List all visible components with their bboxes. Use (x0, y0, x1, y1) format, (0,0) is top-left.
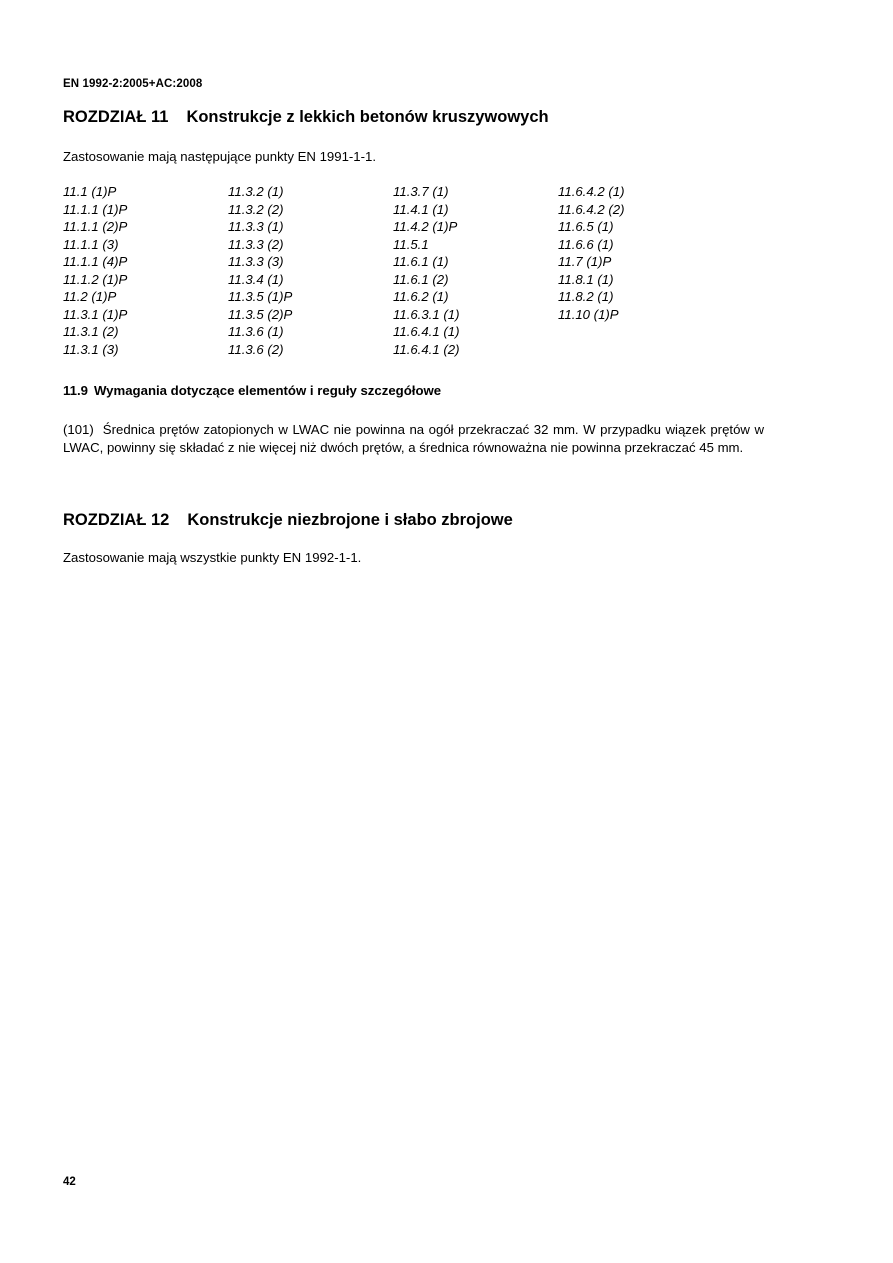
clause-ref: 11.6.6 (1) (558, 236, 614, 252)
paragraph-101 (63, 421, 764, 456)
clause-ref: 11.6.1 (1) (393, 254, 449, 269)
clause-ref: 11.1.1 (4)P (63, 254, 128, 269)
clause-ref: 11.1.2 (1)P (63, 271, 128, 287)
clause-ref: 11.3.2 (1) (228, 184, 284, 199)
clause-ref: 11.3.1 (1)P (63, 306, 128, 322)
clause-ref: 11.4.2 (1)P (393, 219, 458, 234)
clause-column-2 (228, 183, 388, 358)
clause-ref: 11.6.4.1 (1) (393, 324, 460, 339)
clause-ref: 11.3.5 (1)P (228, 289, 293, 304)
clause-ref: 11.6.3.1 (1) (393, 306, 460, 322)
clause-ref: 11.2 (1)P (63, 289, 117, 304)
chapter-11-intro: Zastosowanie mają następujące punkty EN 1991-1-1. (63, 149, 377, 164)
chapter-12-intro: Zastosowanie mają wszystkie punkty EN 1992-1-1. (63, 550, 362, 565)
clause-ref: 11.6.4.2 (1) (558, 184, 625, 199)
clause-ref: 11.3.7 (1) (393, 184, 449, 199)
clause-ref: 11.10 (1)P (558, 306, 619, 322)
clause-ref: 11.3.4 (1) (228, 271, 284, 287)
clause-ref: 11.3.6 (1) (228, 324, 284, 339)
clause-ref: 11.1.1 (1)P (63, 201, 128, 217)
section-number: 11.9 (63, 383, 88, 398)
clause-ref: 11.3.3 (2) (228, 236, 284, 252)
clause-ref: 11.3.1 (2) (63, 324, 119, 339)
clause-ref: 11.3.3 (3) (228, 254, 284, 269)
clause-ref: 11.6.1 (2) (393, 271, 449, 287)
clause-ref: 11.4.1 (1) (393, 201, 449, 217)
chapter-number: ROZDZIAŁ 11 (63, 108, 169, 126)
clause-ref: 11.3.1 (3) (63, 341, 119, 357)
chapter-11-heading (63, 108, 549, 127)
clause-ref: 11.6.4.2 (2) (558, 201, 625, 217)
clause-ref: 11.5.1 (393, 236, 429, 252)
clause-ref: 11.3.2 (2) (228, 201, 284, 217)
page-number: 42 (63, 1176, 76, 1188)
clause-ref: 11.6.2 (1) (393, 289, 449, 304)
clause-list (63, 183, 783, 361)
section-11-9-heading (63, 383, 441, 398)
clause-column-4 (558, 183, 718, 323)
clause-ref: 11.6.5 (1) (558, 219, 614, 234)
clause-ref: 11.1.1 (2)P (63, 219, 128, 234)
page-header: EN 1992-2:2005+AC:2008 (63, 78, 203, 90)
clause-ref: 11.8.1 (1) (558, 271, 614, 287)
chapter-title: Konstrukcje niezbrojone i słabo zbrojowe (187, 511, 513, 529)
clause-ref: 11.7 (1)P (558, 254, 612, 269)
clause-ref: 11.3.3 (1) (228, 219, 284, 234)
chapter-12-heading (63, 511, 513, 530)
chapter-number: ROZDZIAŁ 12 (63, 511, 170, 529)
clause-ref: 11.3.5 (2)P (228, 306, 293, 322)
clause-column-3 (393, 183, 553, 358)
clause-ref: 11.1 (1)P (63, 184, 117, 199)
section-title: Wymagania dotyczące elementów i reguły szczegółowe (93, 383, 442, 398)
clause-ref: 11.3.6 (2) (228, 341, 284, 357)
clause-column-1 (63, 183, 223, 358)
paragraph-number: (101) (63, 422, 94, 437)
paragraph-text: Średnica prętów zatopionych w LWAC nie powinna na ogół przekraczać 32 mm. W przypadku wiązek prętów w LWAC, powinny się składać z nie więcej niż dwóch prętów, a średnica równoważna nie powinna przekraczać 45 mm. (63, 422, 764, 455)
clause-ref: 11.8.2 (1) (558, 289, 614, 304)
clause-ref: 11.6.4.1 (2) (393, 341, 460, 357)
chapter-title: Konstrukcje z lekkich betonów kruszywowych (186, 108, 549, 126)
clause-ref: 11.1.1 (3) (63, 236, 119, 252)
